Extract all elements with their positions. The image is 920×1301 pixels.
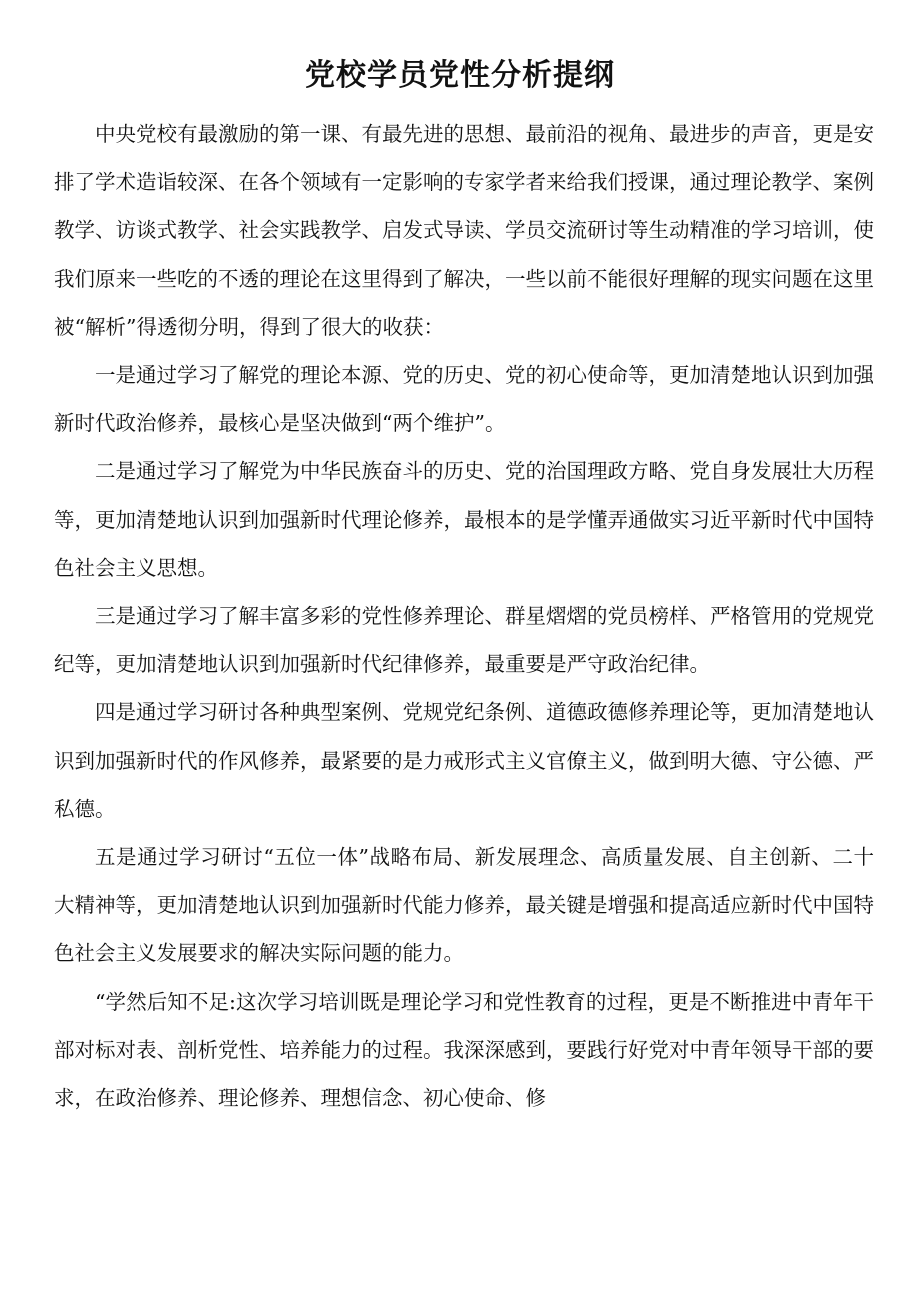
paragraph-intro: 中央党校有最激励的第一课、有最先进的思想、最前沿的视角、最进步的声音，更是安排了学术造诣较深、在各个领域有一定影响的专家学者来给我们授课，通过理论教学、案例教学、访谈式教学、社会实践教学、启发式导读、学员交流研讨等生动精准的学习培训，使我们原来一些吃的不透的理论在这里得到了解决，一些以前不能很好理解的现实问题在这里被“解析”得透彻分明，得到了很大的收获：: [54, 122, 874, 339]
paragraph-conclusion: “学然后知不足:这次学习培训既是理论学习和党性教育的过程，更是不断推进中青年干部对标对表、剖析党性、培养能力的过程。我深深感到，要践行好党对中青年领导干部的要求，在政治修养、理论修养、理想信念、初心使命、修: [54, 989, 874, 1111]
paragraph-point-4: 四是通过学习研讨各种典型案例、党规党纪条例、道德政德修养理论等，更加清楚地认识到加强新时代的作风修养，最紧要的是力戒形式主义官僚主义，做到明大德、守公德、严私德。: [54, 700, 874, 821]
paragraph-point-5: 五是通过学习研讨“五位一体”战略布局、新发展理念、高质量发展、自主创新、二十大精神等，更加清楚地认识到加强新时代能力修养，最关键是增强和提高适应新时代中国特色社会主义发展要求的解决实际问题的能力。: [54, 845, 874, 966]
paragraph-point-2: 二是通过学习了解党为中华民族奋斗的历史、党的治国理政方略、党自身发展壮大历程等，更加清楚地认识到加强新时代理论修养，最根本的是学懂弄通做实习近平新时代中国特色社会主义思想。: [54, 459, 874, 580]
document-title: 党校学员党性分析提纲: [305, 58, 615, 93]
paragraph-point-1: 一是通过学习了解党的理论本源、党的历史、党的初心使命等，更加清楚地认识到加强新时代政治修养，最核心是坚决做到“两个维护”。: [54, 363, 874, 436]
paragraph-point-3: 三是通过学习了解丰富多彩的党性修养理论、群星熠熠的党员榜样、严格管用的党规党纪等，更加清楚地认识到加强新时代纪律修养，最重要是严守政治纪律。: [54, 604, 874, 677]
document-body: [54, 110, 874, 1122]
